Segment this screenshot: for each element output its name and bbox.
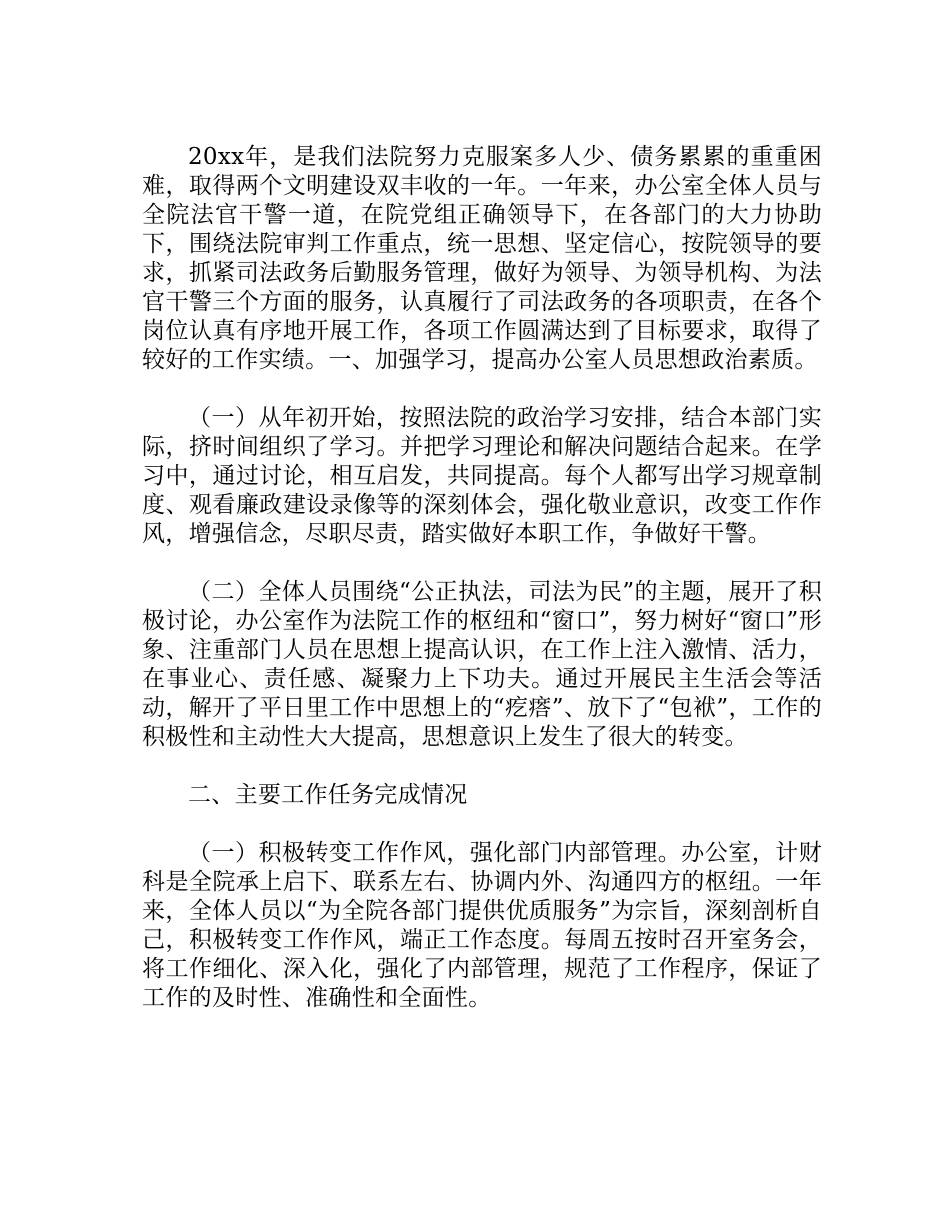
intro-paragraph: 20xx年，是我们法院努力克服案多人少、债务累累的重重困难，取得两个文明建设双丰收的一年。一年来，办公室全体人员与全院法官干警一道，在院党组正确领导下，在各部门的大力协助下，围绕法院审判工作重点，统一思想、坚定信心，按院领导的要求，抓紧司法政务后勤服务管理，做好为领导、为领导机构、为法官干警三个方面的服务，认真履行了司法政务的各项职责，在各个岗位认真有序地开展工作，各项工作圆满达到了目标要求，取得了较好的工作实绩。一、加强学习，提高办公室人员思想政治素质。 bbox=[142, 144, 822, 373]
section-heading-2: 二、主要工作任务完成情况 bbox=[188, 782, 468, 808]
study-paragraph-2: （二）全体人员围绕“公正执法，司法为民”的主题，展开了积极讨论，办公室作为法院工作的枢纽和“窗口”，努力树好“窗口”形象、注重部门人员在思想上提高认识，在工作上注入激情、活力，在事业心、责任感、凝聚力上下功夫。通过开展民主生活会等活动，解开了平日里工作中思想上的“疙瘩”、放下了“包袱”，工作的积极性和主动性大大提高，思想意识上发生了很大的转变。 bbox=[142, 579, 822, 750]
document-body bbox=[142, 143, 822, 1013]
study-paragraph-1: （一）从年初开始，按照法院的政治学习安排，结合本部门实际，挤时间组织了学习。并把学习理论和解决问题结合起来。在学习中，通过讨论，相互启发，共同提高。每个人都写出学习规章制度、观看廉政建设录像等的深刻体会，强化敬业意识，改变工作作风，增强信念，尽职尽责，踏实做好本职工作，争做好干警。 bbox=[142, 405, 822, 547]
work-paragraph-1: （一）积极转变工作作风，强化部门内部管理。办公室，计财科是全院承上启下、联系左右、协调内外、沟通四方的枢纽。一年来，全体人员以“为全院各部门提供优质服务”为宗旨，深刻剖析自己，积极转变工作作风，端正工作态度。每周五按时召开室务会，将工作细化、深入化，强化了内部管理，规范了工作程序，保证了工作的及时性、准确性和全面性。 bbox=[142, 840, 822, 1011]
